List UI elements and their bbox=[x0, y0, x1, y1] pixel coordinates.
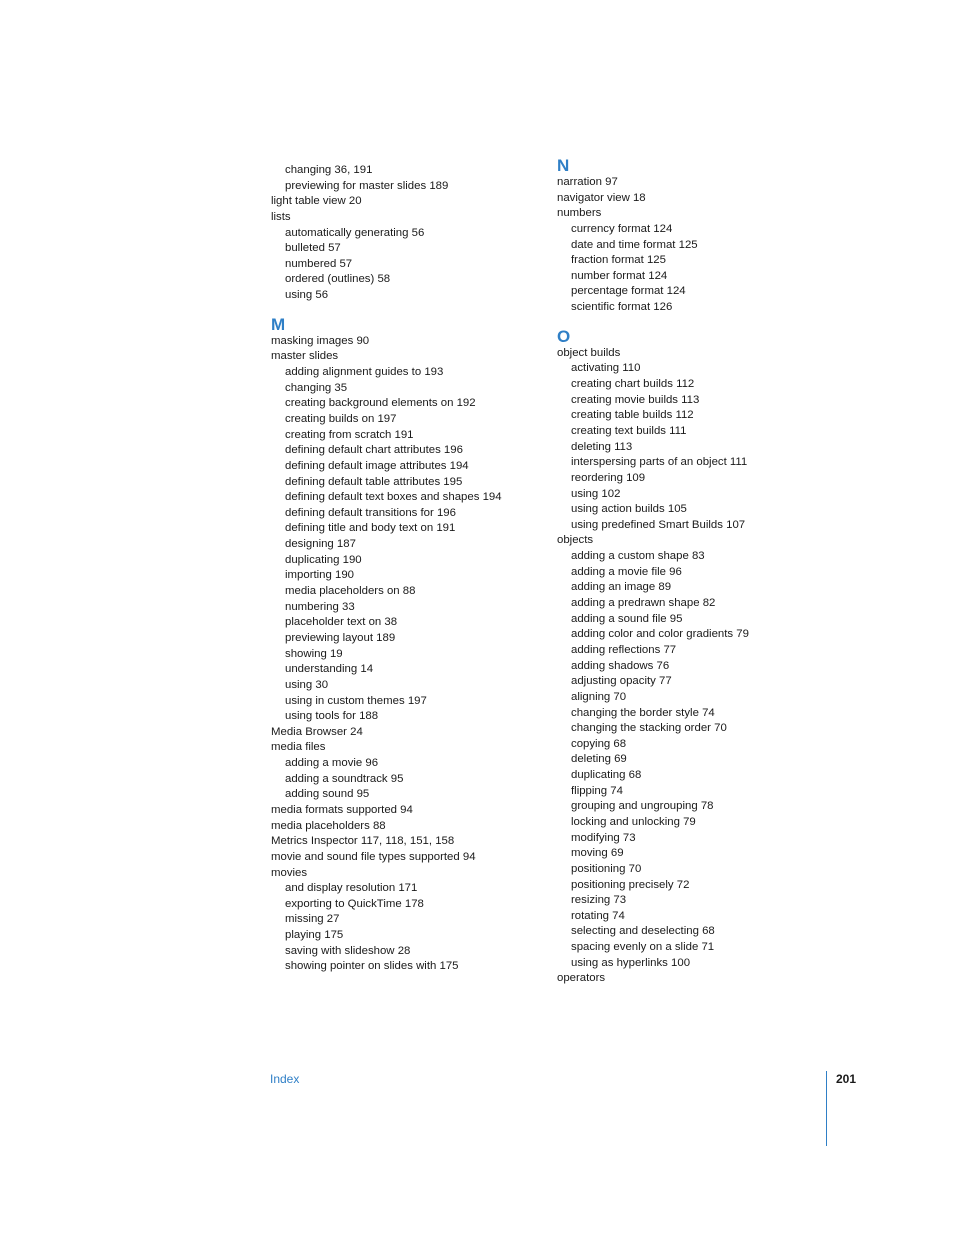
index-subentry: saving with slideshow 28 bbox=[285, 944, 411, 957]
index-subentry: exporting to QuickTime 178 bbox=[285, 897, 424, 910]
index-entry: media files bbox=[271, 741, 326, 754]
index-subentry: adding alignment guides to 193 bbox=[285, 366, 444, 379]
section-letter-o: O bbox=[557, 326, 571, 346]
index-subentry: adding sound 95 bbox=[285, 788, 370, 801]
index-entry: lists bbox=[271, 210, 291, 223]
index-subentry: duplicating 68 bbox=[571, 769, 642, 782]
index-subentry: rotating 74 bbox=[571, 909, 625, 922]
index-subentry: deleting 69 bbox=[571, 753, 627, 766]
index-subentry: ordered (outlines) 58 bbox=[285, 273, 391, 286]
index-subentry: creating builds on 197 bbox=[285, 412, 397, 425]
index-subentry: defining default chart attributes 196 bbox=[285, 444, 463, 457]
index-subentry: creating background elements on 192 bbox=[285, 397, 476, 410]
index-entry: Metrics Inspector 117, 118, 151, 158 bbox=[271, 835, 455, 848]
index-entry: masking images 90 bbox=[271, 334, 370, 347]
index-subentry: defining default table attributes 195 bbox=[285, 475, 463, 488]
index-subentry: fraction format 125 bbox=[571, 254, 666, 267]
index-entry: object builds bbox=[557, 346, 621, 359]
index-subentry: using in custom themes 197 bbox=[285, 694, 427, 707]
section-letter-n: N bbox=[557, 156, 570, 175]
index-subentry: locking and unlocking 79 bbox=[571, 815, 696, 828]
index-entry: operators bbox=[557, 972, 606, 985]
index-subentry: using tools for 188 bbox=[285, 710, 379, 723]
index-subentry: showing 19 bbox=[285, 647, 343, 660]
index-subentry: activating 110 bbox=[571, 362, 641, 375]
index-subentry: adding a predrawn shape 82 bbox=[571, 597, 716, 610]
index-entry: numbers bbox=[557, 207, 602, 220]
index-entry: navigator view 18 bbox=[557, 191, 646, 204]
index-subentry: reordering 109 bbox=[571, 471, 646, 484]
index-subentry: creating chart builds 112 bbox=[571, 378, 695, 391]
index-subentry: moving 69 bbox=[571, 847, 624, 860]
index-subentry: adding a sound file 95 bbox=[571, 612, 683, 625]
index-subentry: numbered 57 bbox=[285, 257, 353, 270]
index-subentry: adding a movie 96 bbox=[285, 757, 379, 770]
index-subentry: adding a movie file 96 bbox=[571, 565, 682, 578]
section-letter-m: M bbox=[271, 314, 286, 334]
index-subentry: using predefined Smart Builds 107 bbox=[571, 518, 746, 531]
index-entry: narration 97 bbox=[557, 176, 618, 188]
index-subentry: adding color and color gradients 79 bbox=[571, 628, 749, 641]
index-entry: movie and sound file types supported 94 bbox=[271, 850, 476, 863]
index-subentry: and display resolution 171 bbox=[285, 882, 418, 895]
index-subentry: automatically generating 56 bbox=[285, 226, 425, 239]
index-entry: media placeholders 88 bbox=[271, 819, 386, 832]
index-subentry: showing pointer on slides with 175 bbox=[285, 960, 459, 973]
index-subentry: adding an image 89 bbox=[571, 581, 672, 594]
index-subentry: adding a custom shape 83 bbox=[571, 550, 705, 563]
index-subentry: designing 187 bbox=[285, 538, 356, 551]
index-subentry: scientific format 126 bbox=[571, 301, 673, 314]
index-subentry: using as hyperlinks 100 bbox=[571, 956, 691, 969]
index-subentry: selecting and deselecting 68 bbox=[571, 925, 715, 938]
index-entry: objects bbox=[557, 534, 594, 547]
index-subentry: changing the border style 74 bbox=[571, 706, 715, 719]
index-subentry: changing the stacking order 70 bbox=[571, 722, 727, 735]
index-subentry: bulleted 57 bbox=[285, 242, 341, 255]
index-subentry: copying 68 bbox=[571, 737, 627, 750]
index-entry: Media Browser 24 bbox=[271, 725, 363, 738]
index-subentry: percentage format 124 bbox=[571, 285, 686, 298]
index-subentry: modifying 73 bbox=[571, 831, 636, 844]
index-column-left bbox=[271, 163, 551, 975]
index-subentry: media placeholders on 88 bbox=[285, 585, 416, 598]
index-entry: movies bbox=[271, 866, 308, 879]
index-subentry: interspersing parts of an object 111 bbox=[571, 456, 748, 469]
index-subentry: using 56 bbox=[285, 289, 329, 302]
index-subentry: adjusting opacity 77 bbox=[571, 675, 672, 688]
index-entry: light table view 20 bbox=[271, 195, 362, 208]
index-subentry: spacing evenly on a slide 71 bbox=[571, 941, 715, 954]
index-subentry: flipping 74 bbox=[571, 784, 623, 797]
index-subentry: creating movie builds 113 bbox=[571, 393, 700, 406]
index-subentry: defining default text boxes and shapes 194 bbox=[285, 491, 502, 504]
index-subentry: numbering 33 bbox=[285, 600, 355, 613]
footer-divider bbox=[826, 1071, 827, 1146]
index-subentry: changing 36, 191 bbox=[285, 164, 373, 176]
index-subentry: defining default image attributes 194 bbox=[285, 459, 469, 472]
index-subentry: date and time format 125 bbox=[571, 238, 698, 251]
index-subentry: number format 124 bbox=[571, 269, 668, 282]
index-subentry: previewing layout 189 bbox=[285, 631, 396, 644]
index-subentry: missing 27 bbox=[285, 913, 340, 926]
index-subentry: duplicating 190 bbox=[285, 553, 362, 566]
index-subentry: creating from scratch 191 bbox=[285, 428, 414, 441]
index-subentry: grouping and ungrouping 78 bbox=[571, 800, 714, 813]
index-subentry: creating text builds 111 bbox=[571, 424, 687, 437]
index-subentry: understanding 14 bbox=[285, 663, 374, 676]
index-subentry: adding shadows 76 bbox=[571, 659, 670, 672]
index-subentry: deleting 113 bbox=[571, 440, 633, 453]
index-subentry: defining default transitions for 196 bbox=[285, 506, 456, 519]
index-subentry: resizing 73 bbox=[571, 894, 627, 907]
index-subentry: positioning precisely 72 bbox=[571, 878, 690, 891]
footer-section-label: Index bbox=[270, 1072, 300, 1086]
index-subentry: using action builds 105 bbox=[571, 503, 687, 516]
index-subentry: changing 35 bbox=[285, 381, 348, 394]
index-entry: media formats supported 94 bbox=[271, 803, 413, 816]
index-subentry: playing 175 bbox=[285, 929, 344, 942]
index-entry: master slides bbox=[271, 350, 339, 363]
index-subentry: importing 190 bbox=[285, 569, 355, 582]
index-subentry: adding reflections 77 bbox=[571, 643, 677, 656]
index-subentry: using 102 bbox=[571, 487, 621, 500]
index-subentry: creating table builds 112 bbox=[571, 409, 694, 422]
index-subentry: adding a soundtrack 95 bbox=[285, 772, 404, 785]
index-subentry: currency format 124 bbox=[571, 222, 673, 235]
index-subentry: previewing for master slides 189 bbox=[285, 179, 449, 192]
index-column-right bbox=[557, 156, 837, 987]
page-number: 201 bbox=[836, 1072, 857, 1086]
index-subentry: placeholder text on 38 bbox=[285, 616, 398, 629]
index-subentry: using 30 bbox=[285, 678, 329, 691]
index-subentry: positioning 70 bbox=[571, 862, 642, 875]
index-subentry: aligning 70 bbox=[571, 690, 627, 703]
index-subentry: defining title and body text on 191 bbox=[285, 522, 456, 535]
